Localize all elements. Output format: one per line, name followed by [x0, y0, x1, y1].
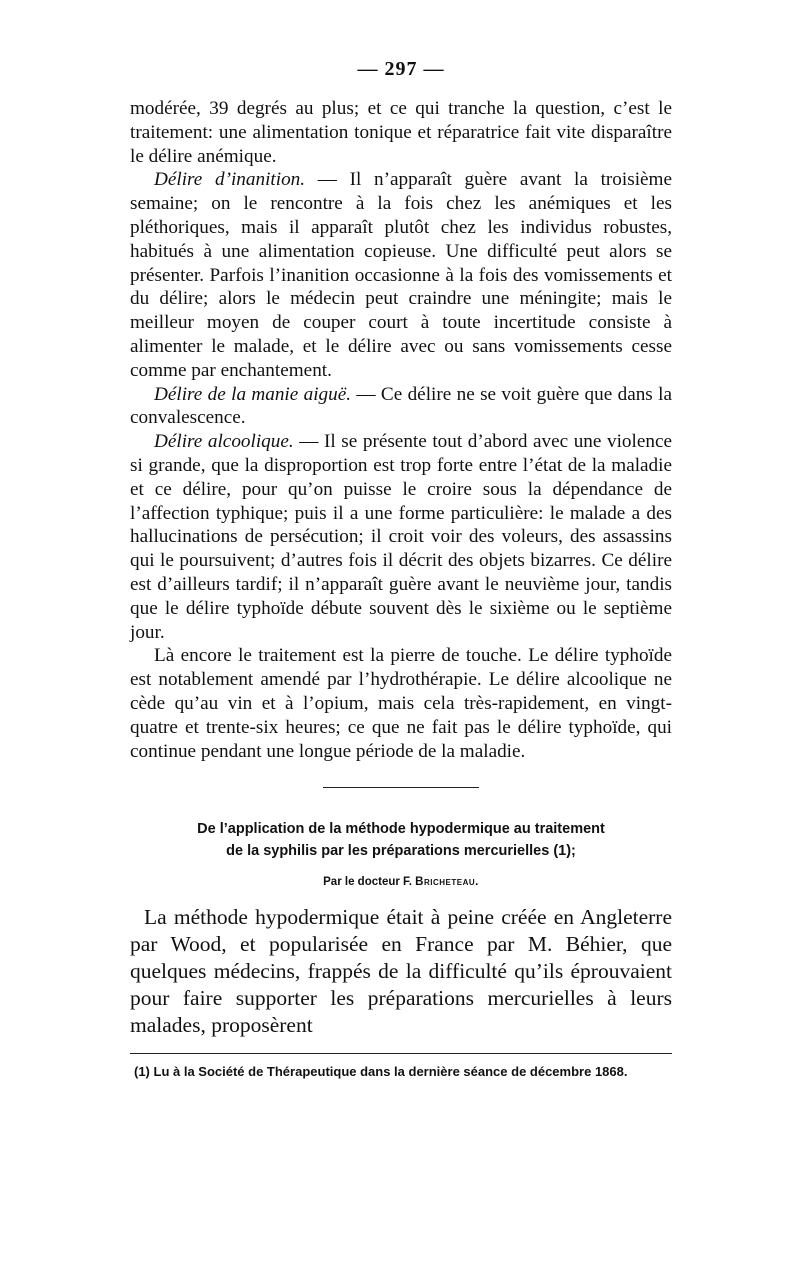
author-prefix: Par le docteur F.: [323, 876, 416, 889]
article-title-line-2: de la syphilis par les préparations mercurielles (1);: [226, 843, 576, 860]
article-body: La méthode hypodermique était à peine créée en Angleterre par Wood, et popularisée en France par M. Béhier, que quelques médecins, frappés de la difficulté qu’ils éprouvaient pour faire supporter les préparations mercurielles à leurs malades, proposèrent: [130, 905, 672, 1038]
footnote: (1) Lu à la Société de Thérapeutique dans la dernière séance de décembre 1868.: [134, 1064, 628, 1080]
paragraph-inanition-delirium: [130, 168, 672, 382]
page-number: — 297 —: [357, 58, 445, 80]
author-name: Bricheteau.: [415, 876, 479, 889]
paragraph-inanition-text: — Il n’apparaît guère avant la troisième semaine; on le rencontre à la fois chez les anémiques et les pléthoriques, mais il apparaît plutôt chez les individus robustes, habitués à une alimentation copieuse. Une difficulté peut alors se présenter. Parfois l’inanition occasionne à la fois des vomissements et du délire; alors le médecin peut craindre une méningite; mais le meilleur moyen de couper court à toute incertitude consiste à alimenter le malade, et le délire avec ou sans vomissements cesse comme par enchantement.: [130, 169, 672, 381]
paragraph-treatment: Là encore le traitement est la pierre de touche. Le délire typhoïde est notablement amendé par l’hydrothérapie. Le délire alcoolique ne cède qu’au vin et à l’opium, mais cela très-rapidement, en vingt-quatre et trente-six heures; ce que ne fait pas le délire typhoïde, qui continue pendant une longue période de la maladie.: [130, 645, 672, 762]
paragraph-alcoholic-delirium: [130, 430, 672, 644]
section-heading-alcoholic: Délire alcoolique.: [154, 431, 294, 453]
paragraph-alcoholic-text: — Il se présente tout d’abord avec une violence si grande, que la disproportion est trop forte entre l’état de la maladie et ce délire, pour qu’on puisse le croire sous la dépendance de l’affection typhique; puis il a une forme particulière: le malade a des hallucinations de persécution; il croit voir des voleurs, des assassins qui le poursuivent; d’autres fois il décrit des objets bizarres. Ce délire est d’ailleurs tardif; il n’apparaît guère avant le neuvième jour, tandis que le délire typhoïde débute souvent dès le sixième ou le septième jour.: [130, 431, 672, 643]
document-page: [130, 58, 672, 1082]
paragraph-acute-mania-delirium: [130, 383, 672, 431]
article-author: [130, 876, 672, 888]
section-heading-inanition: Délire d’inanition.: [154, 169, 306, 191]
section-heading-acute-mania: Délire de la manie aiguë.: [154, 383, 352, 405]
article-title-line-1: De l’application de la méthode hypodermique au traitement: [197, 821, 605, 838]
footnote-divider: [130, 1053, 672, 1054]
section-divider: [323, 787, 479, 788]
paragraph-acute-mania-text: — Ce délire ne se voit guère que dans la convalescence.: [130, 383, 672, 429]
paragraph-anemic-delirium-end: modérée, 39 degrés au plus; et ce qui tranche la question, c’est le traitement: une alimentation tonique et réparatrice fait vite disparaître le délire anémique.: [130, 98, 672, 167]
